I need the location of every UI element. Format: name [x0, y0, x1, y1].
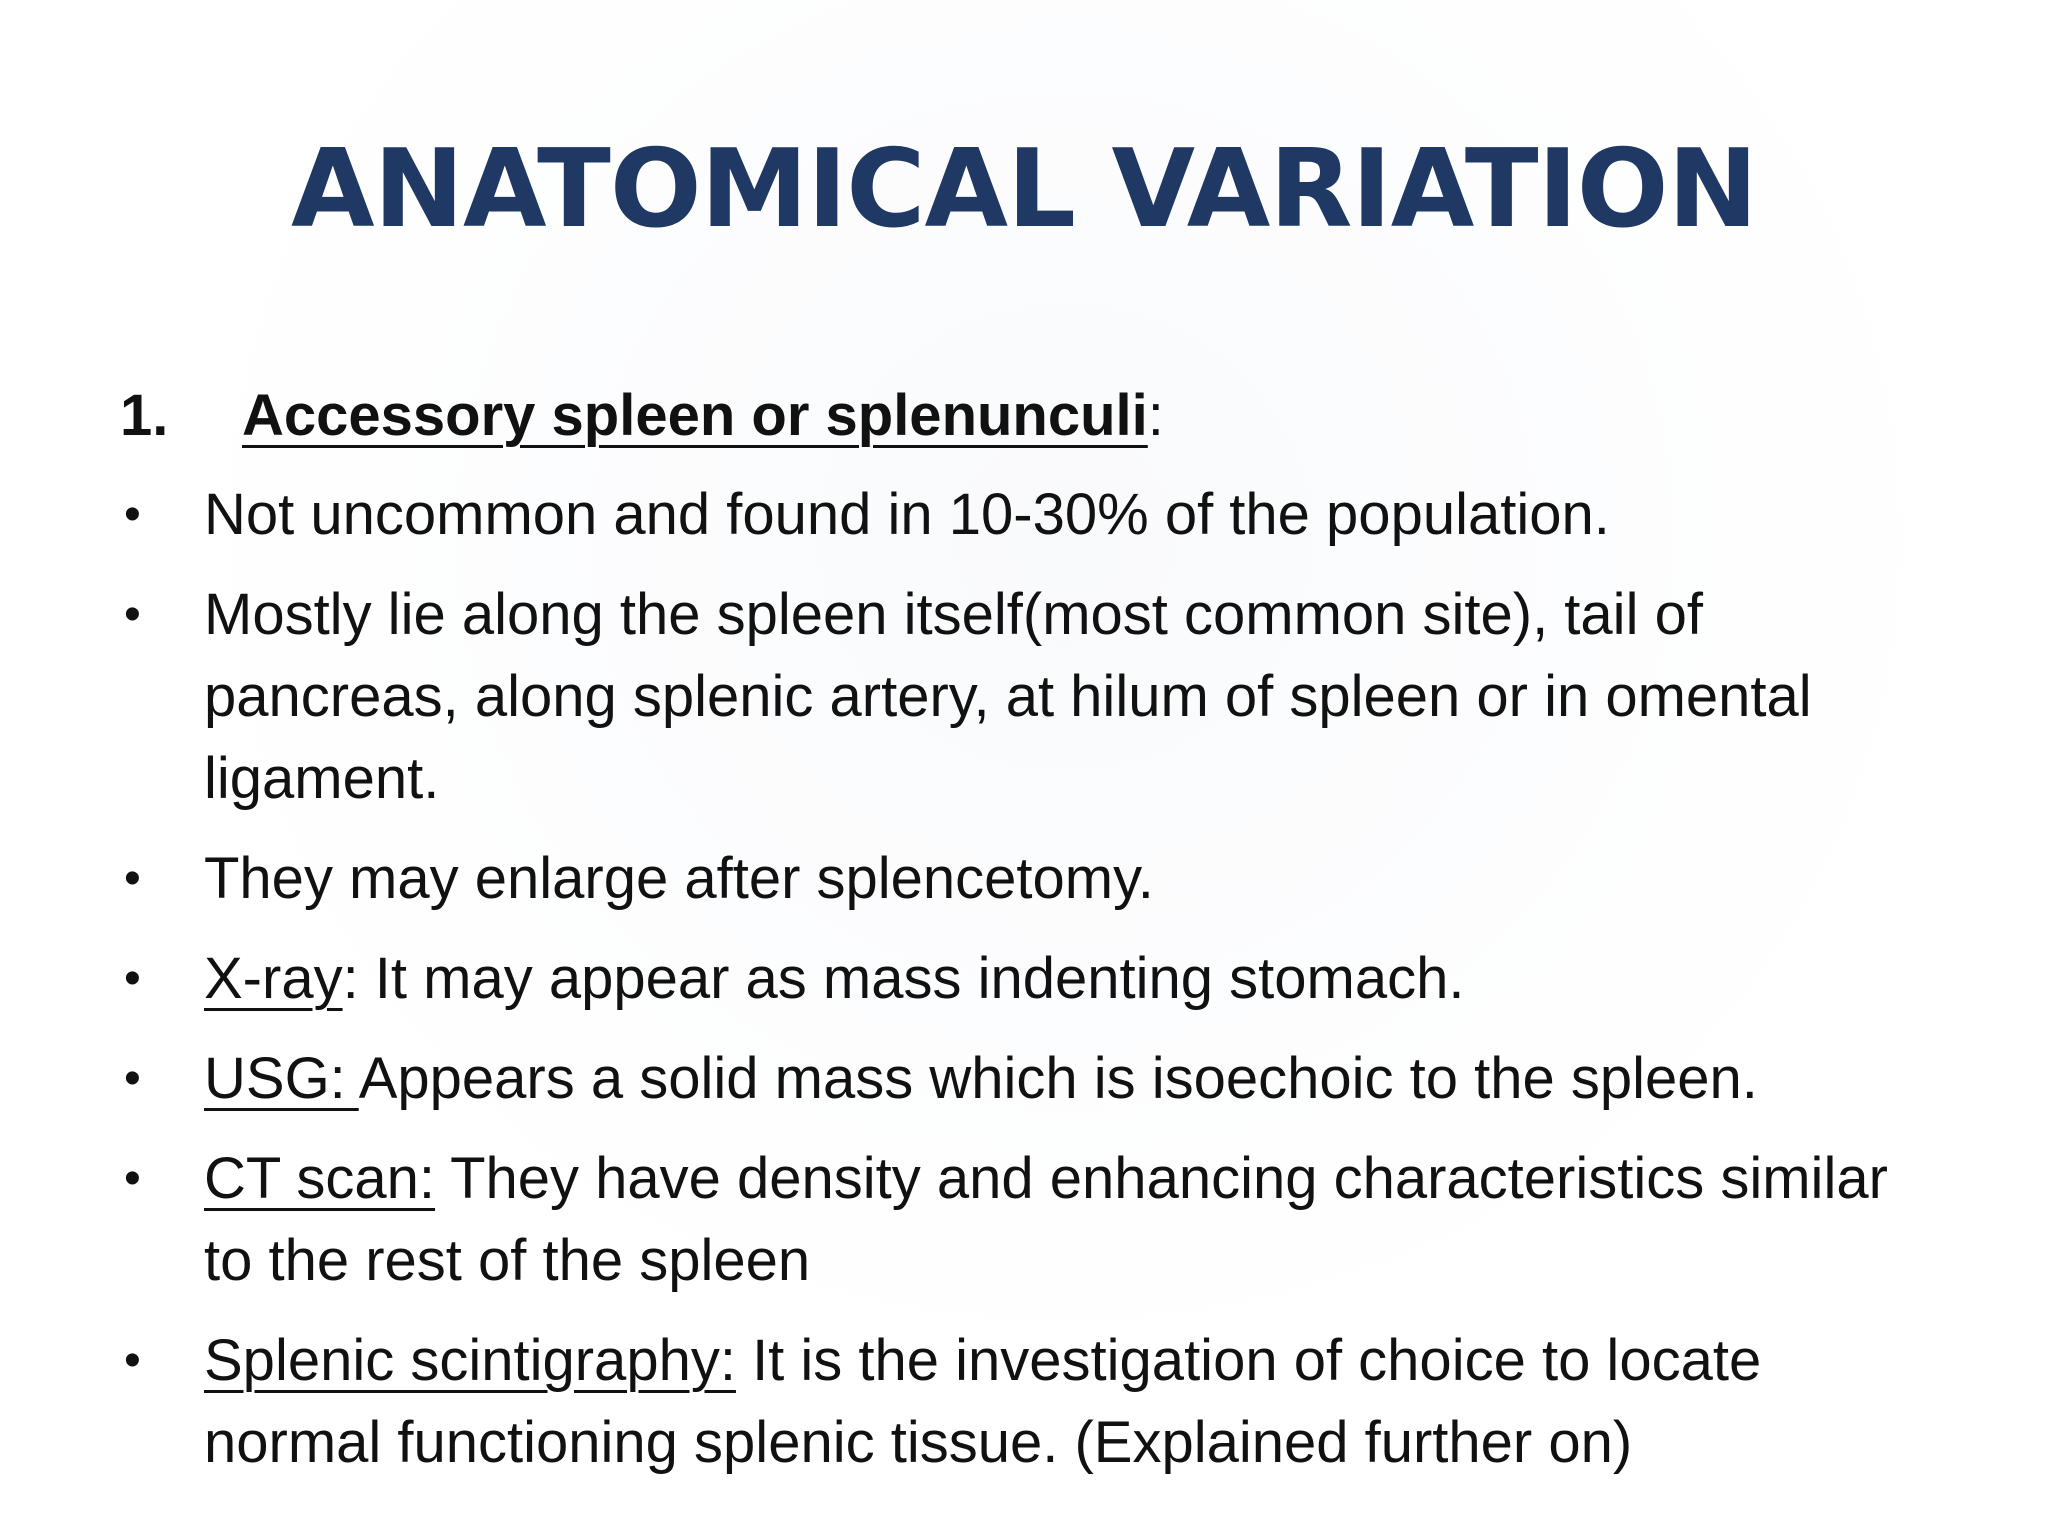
section-number: 1. — [120, 383, 169, 448]
bullet-text: Not uncommon and found in 10-30% of the population. — [204, 482, 1610, 547]
section-heading-suffix: : — [1147, 383, 1164, 448]
bullet-item-prevalence — [120, 474, 1920, 556]
bullet-item-location — [120, 574, 1920, 820]
bullet-icon: • — [124, 588, 141, 641]
bullet-item-ct-scan — [120, 1138, 1920, 1302]
bullet-text: Appears a solid mass which is isoechoic to the spleen. — [358, 1046, 1758, 1111]
bullet-icon: • — [124, 952, 141, 1005]
bullet-label: CT scan: — [204, 1146, 436, 1211]
bullet-label: USG: — [204, 1046, 359, 1111]
bullet-text: They may enlarge after splencetomy. — [204, 846, 1154, 911]
bullet-text: It is the investigation of choice to locate normal functioning splenic tissue. (Explained further on) — [204, 1328, 1762, 1475]
bullet-text: They have density and enhancing characteristics similar to the rest of the spleen — [204, 1146, 1888, 1293]
slide-content — [120, 378, 1920, 1502]
bullet-label: X-ray — [204, 946, 343, 1011]
slide-title: ANATOMICAL VARIATION — [290, 127, 1757, 252]
bullet-icon: • — [124, 1052, 141, 1105]
section-heading — [120, 378, 1920, 454]
bullet-label: Splenic scintigraphy: — [204, 1328, 736, 1393]
bullet-icon: • — [124, 488, 141, 541]
bullet-list — [120, 474, 1920, 1484]
bullet-item-enlargement — [120, 838, 1920, 920]
bullet-text: Mostly lie along the spleen itself(most common site), tail of pancreas, along splenic artery, at hilum of spleen or in omental ligament. — [204, 582, 1812, 811]
section-heading-group — [242, 378, 1164, 454]
bullet-item-usg — [120, 1038, 1920, 1120]
bullet-icon: • — [124, 1152, 141, 1205]
bullet-icon: • — [124, 852, 141, 905]
bullet-item-scintigraphy — [120, 1320, 1920, 1484]
bullet-item-xray — [120, 938, 1920, 1020]
bullet-text: : It may appear as mass indenting stomach. — [342, 946, 1465, 1011]
bullet-icon: • — [124, 1334, 141, 1387]
section-heading-text: Accessory spleen or splenunculi — [242, 383, 1148, 448]
